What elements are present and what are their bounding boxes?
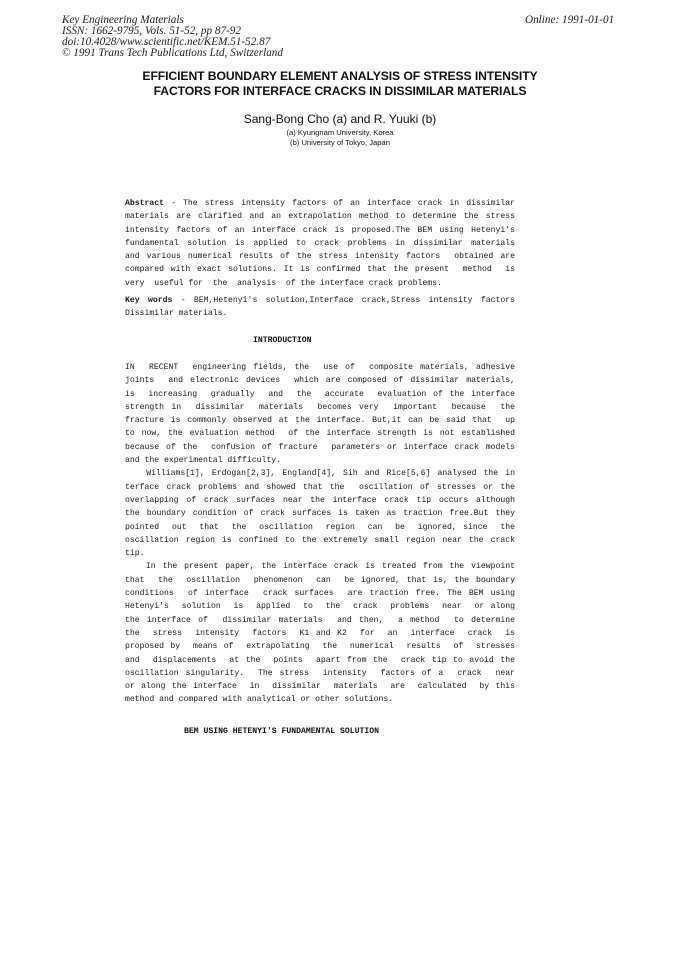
introduction-line: Williams[1], Erdogan[2,3], England[4], Sih and Rice[5,6] analysed the in	[125, 469, 515, 479]
abstract-line: Abstract - The stress intensity factors of an interface crack in dissimilar	[125, 199, 515, 208]
paper-title	[60, 69, 620, 99]
abstract-line: fundamental solution is applied to crack problems in dissimilar materials	[125, 238, 515, 248]
introduction-line: or along the interface in dissimilar materials are calculated by this	[125, 682, 515, 692]
introduction-line: that the oscillation phenomenon can be ignored, that is, the boundary	[125, 575, 515, 585]
issn-line: ISSN: 1662-9795, Vols. 51-52, pp 87-92	[62, 25, 241, 37]
introduction-line: proposed by means of extrapolating the numerical results of stresses	[125, 642, 515, 652]
abstract-label: Abstract	[125, 199, 165, 208]
affiliations	[60, 128, 620, 148]
introduction-line: terface crack problems and showed that the oscillation of stresses or the	[125, 482, 515, 492]
abstract	[125, 197, 515, 290]
journal-metadata	[62, 15, 283, 59]
keywords-line: Key words - BEM,Hetenyi's solution,Interface crack,Stress intensity factors	[125, 296, 515, 305]
introduction-line: overlapping of crack surfaces near the interface crack tip occurs although	[125, 495, 515, 505]
keywords-label: Key words	[125, 296, 173, 305]
introduction-line: Hetenyi's solution is applied to the crack problems near or along	[125, 602, 515, 612]
abstract-line: very useful for the analysis of the interface crack problems.	[125, 278, 442, 288]
section-heading-introduction: INTRODUCTION	[253, 336, 312, 345]
introduction-line: In the present paper, the interface crack is treated from the viewpoint	[125, 562, 515, 572]
introduction-line: and the experimental difficulty.	[125, 456, 282, 466]
section-heading-bem: BEM USING HETENYI'S FUNDAMENTAL SOLUTION	[184, 727, 380, 736]
abstract-line: materials are clarified and an extrapolation method to determine the stress	[125, 212, 515, 222]
introduction-line: joints and electronic devices which are composed of dissimilar materials,	[125, 376, 515, 386]
affiliation-a: (a) Kyungnam University, Korea	[286, 128, 394, 137]
introduction-line: conditions of interface crack surfaces are traction free. The BEM using	[125, 589, 515, 599]
introduction-line: method and compared with analytical or other solutions.	[125, 695, 394, 705]
authors: Sang-Bong Cho (a) and R. Yuuki (b)	[243, 112, 437, 126]
title-line-1: EFFICIENT BOUNDARY ELEMENT ANALYSIS OF STRESS INTENSITY	[142, 69, 538, 83]
introduction-line: is increasing gradually and the accurate evaluation of the interface	[125, 389, 515, 399]
introduction-line: IN RECENT engineering fields, the use of composite materials, adhesive	[125, 363, 515, 372]
introduction-line: pointed out that the oscillation region can be ignored, since the	[125, 522, 515, 532]
affiliation-b: (b) University of Tokyo, Japan	[290, 138, 390, 147]
keywords	[125, 294, 515, 321]
abstract-line: compared with exact solutions. It is confirmed that the present method is	[125, 265, 515, 275]
introduction-line: the stress intensity factors K1 and K2 for an interface crack is	[125, 628, 515, 638]
introduction-line: tip.	[125, 549, 145, 559]
introduction-line: to now, the evaluation method of the interface strength is not established	[125, 429, 515, 439]
introduction-body	[125, 361, 515, 707]
introduction-line: the boundary condition of crack surfaces is taken as traction free.But they	[125, 509, 515, 519]
introduction-line: oscillation singularity. The stress intensity factors of a crack near	[125, 668, 515, 678]
introduction-line: strength in dissimilar materials becomes very important because the	[125, 402, 515, 412]
introduction-line: oscillation region is confined to the extremely small region near the crack	[125, 535, 515, 545]
copyright-line: © 1991 Trans Tech Publications Ltd, Switzerland	[62, 47, 283, 59]
doi-link[interactable]: doi:10.4028/www.scientific.net/KEM.51-52.87	[62, 36, 271, 48]
introduction-line: and displacements at the points apart from the crack tip to avoid the	[125, 655, 515, 665]
abstract-line: and various numerical results of the stress intensity factors obtained are	[125, 252, 515, 262]
journal-name: Key Engineering Materials	[62, 14, 184, 26]
keywords-line: Dissimilar materials.	[125, 309, 228, 319]
online-date: Online: 1991-01-01	[525, 14, 615, 26]
abstract-line: intensity factors of an interface crack is proposed.The BEM using Hetenyi's	[125, 225, 515, 235]
title-line-2: FACTORS FOR INTERFACE CRACKS IN DISSIMILAR MATERIALS	[153, 84, 527, 98]
introduction-line: fracture is commonly observed at the interface. But,it can be said that up	[125, 416, 515, 426]
introduction-line: because of the confusion of fracture parameters or interface crack models	[125, 442, 515, 452]
introduction-line: the interface of dissimilar materials and then, a method to determine	[125, 615, 515, 625]
